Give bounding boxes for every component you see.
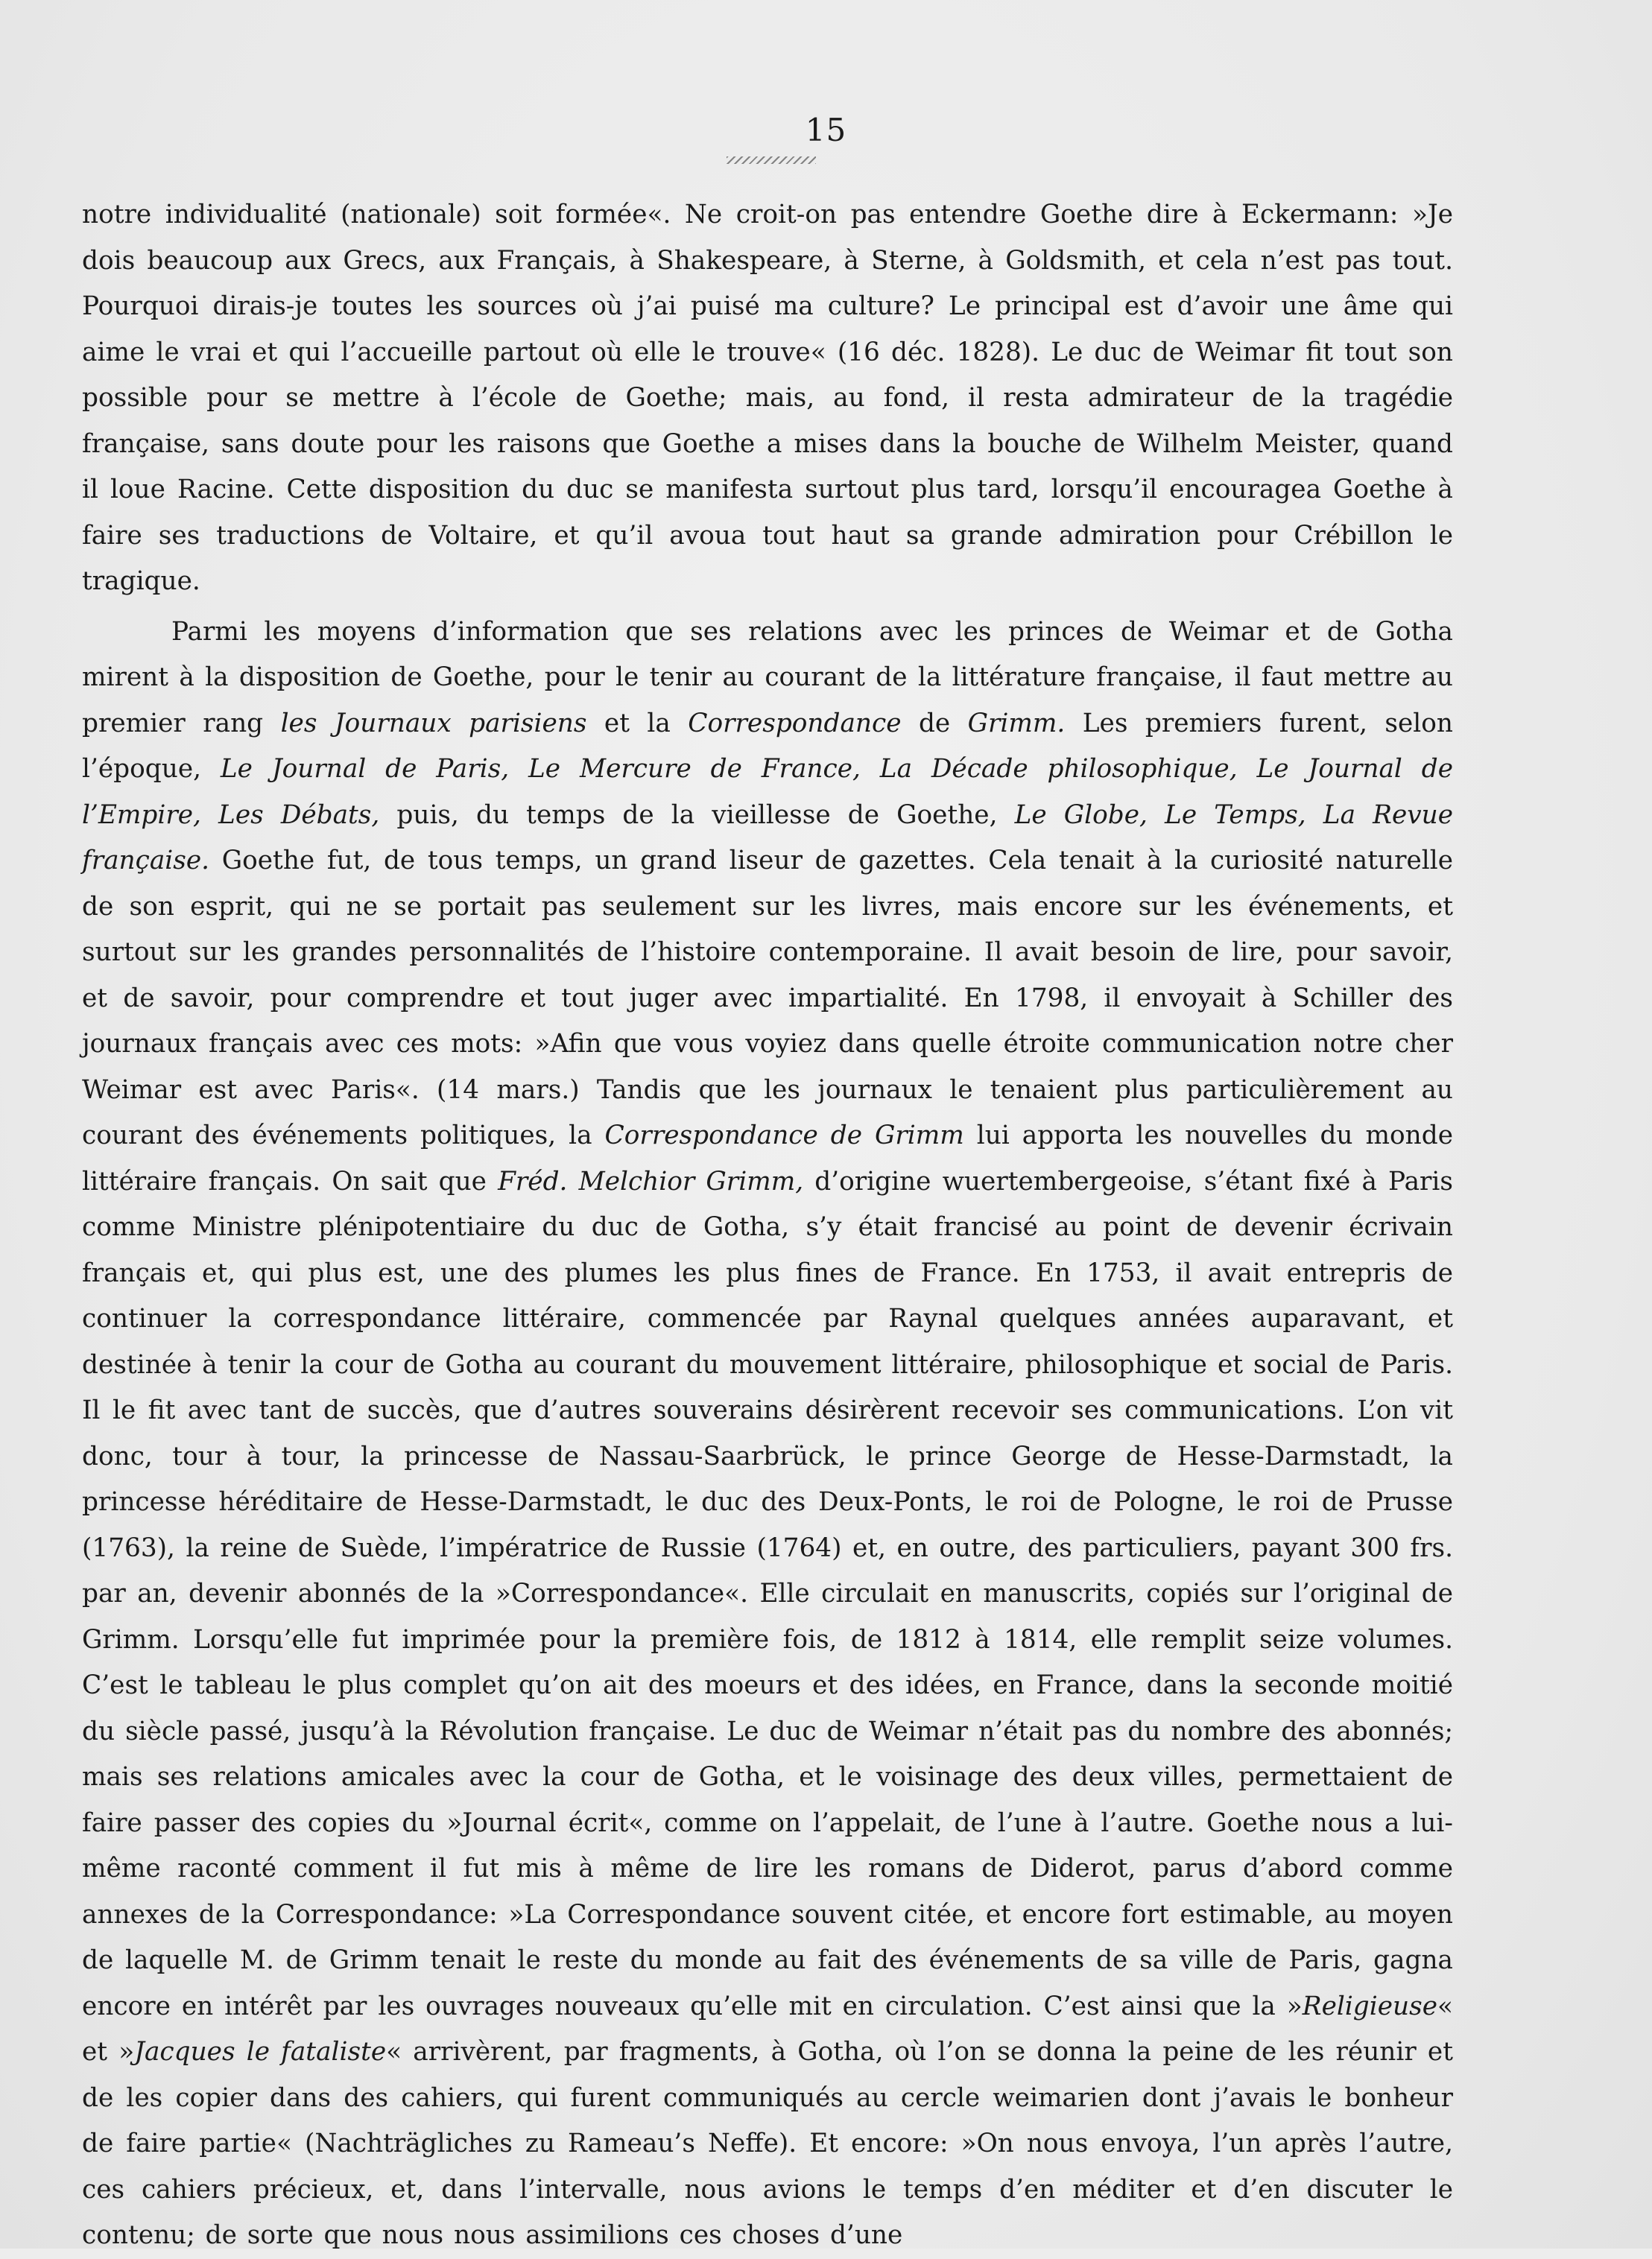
body-text: [82, 192, 1453, 2259]
paragraph-2-run: et la: [586, 708, 689, 738]
italic-run: les Journaux parisiens: [280, 708, 587, 738]
italic-run: Grimm.: [967, 708, 1066, 738]
paragraph-1-run: notre individualité (nationale) soit formée«. Ne croit-on pas entendre Goethe dire à Eckermann: »Je dois beaucoup aux Grecs, aux Français, à Shakespeare, à Sterne, à Goldsmith, et cela n’est pas tout. Pourquoi dirais-je toutes les sources où j’ai puisé ma culture? Le principal est d’avoir une âme qui aime le vrai et qui l’accueille partout où elle le trouve« (16 déc. 1828). Le duc de Weimar fit tout son possible pour se mettre à l’école de Goethe; mais, au fond, il resta admirateur de la tragédie française, sans doute pour les raisons que Goethe a mises dans la bouche de Wilhelm Meister, quand il loue Racine. Cette disposition du duc se manifesta surtout plus tard, lorsqu’il encouragea Goethe à faire ses traductions de Voltaire, et qu’il avoua tout haut sa grande admiration pour Crébillon le tragique.: [82, 200, 1453, 596]
paragraph-2-run: de: [901, 708, 968, 738]
paragraph-2-run: « arrivèrent, par fragments, à Gotha, où l’on se donna la peine de les réunir et de les copier dans des cahiers, qui furent communiqués au cercle weimarien dont j’avais le bonheur de faire partie« (Nachträgliches zu Rameau’s Neffe). Et encore: »On nous envoya, l’un après l’autre, ces cahiers précieux, et, dans l’intervalle, nous avions le temps d’en méditer et d’en discuter le contenu; de sorte que nous nous assimilions ces choses d’une: [82, 2037, 1453, 2250]
paragraph-1: [82, 192, 1453, 605]
paragraph-2-run: Les premiers furent, selon l’époque,: [82, 708, 1454, 784]
page-number: 15: [805, 112, 847, 148]
italic-run: Le Globe, Le Temps, La Revue française.: [82, 799, 1454, 875]
paragraph-2-run: puis, du temps de la vieillesse de Goethe,: [379, 799, 1015, 830]
paragraph-2-run: Goethe fut, de tous temps, un grand liseur de gazettes. Cela tenait à la curiosité naturelle de son esprit, qui ne se portait pas seulement sur les livres, mais encore sur les événements, et surtout sur les grandes personnalités de l’histoire contemporaine. Il avait besoin de lire, pour savoir, et de savoir, pour comprendre et tout juger avec impartialité. En 1798, il envoyait à Schiller des journaux français avec ces mots: »Afin que vous voyiez dans quelle étroite communication notre cher Weimar est avec Paris«. (14 mars.) Tandis que les journaux le tenaient plus particulièrement au courant des événements politiques, la: [82, 846, 1453, 1150]
paragraph-2-run: « et »: [82, 1991, 1453, 2067]
paragraph-2: [82, 609, 1453, 2259]
page-number-rule: [727, 156, 816, 164]
paragraph-2-run: Parmi les moyens d’information que ses relations avec les princes de Weimar et de Gotha mirent à la disposition de Goethe, pour le tenir au courant de la littérature française, il faut mettre au premier rang: [82, 616, 1453, 738]
italic-run: Correspondance: [688, 708, 902, 738]
italic-run: Jacques le fataliste: [134, 2037, 387, 2067]
paragraph-2-run: d’origine wuertembergeoise, s’étant fixé à Paris comme Ministre plénipotentiaire du duc de Gotha, s’y était francisé au point de devenir écrivain français et, qui plus est, une des plumes les plus fines de France. En 1753, il avait entrepris de continuer la correspondance littéraire, commencée par Raynal quelques années auparavant, et destinée à tenir la cour de Gotha au courant du mouvement littéraire, philosophique et social de Paris. Il le fit avec tant de succès, que d’autres souverains désirèrent recevoir ses communications. L’on vit donc, tour à tour, la princesse de Nassau-Saarbrück, le prince George de Hesse-Darmstadt, la princesse héréditaire de Hesse-Darmstadt, le duc des Deux-Ponts, le roi de Pologne, le roi de Prusse (1763), la reine de Suède, l’impératrice de Russie (1764) et, en outre, des particuliers, payant 300 frs. par an, devenir abonnés de la »Correspondance«. Elle circulait en manuscrits, copiés sur l’original de Grimm. Lorsqu’elle fut imprimée pour la première fois, de 1812 à 1814, elle remplit seize volumes. C’est le tableau le plus complet qu’on ait des moeurs et des idées, en France, dans la seconde moitié du siècle passé, jusqu’à la Révolution française. Le duc de Weimar n’était pas du nombre des abonnés; mais ses relations amicales avec la cour de Gotha, et le voisinage des deux villes, permettaient de faire passer des copies du »Journal écrit«, comme on l’appelait, de l’une à l’autre. Goethe nous a lui-même raconté comment il fut mis à même de lire les romans de Diderot, parus d’abord comme annexes de la Correspondance: »La Correspondance souvent citée, et encore fort estimable, au moyen de laquelle M. de Grimm tenait le reste du monde au fait des événements de sa ville de Paris, gagna encore en intérêt par les ouvrages nouveaux qu’elle mit en circulation. C’est ainsi que la »: [82, 1166, 1453, 2021]
italic-run: Fréd. Melchior Grimm,: [498, 1166, 804, 1197]
italic-run: Correspondance de Grimm: [604, 1121, 964, 1150]
italic-run: Le Journal de Paris, Le Mercure de France, La Décade philosophique, Le Journal de l’Empire, Les Débats,: [82, 754, 1453, 830]
paragraph-2-run: lui apporta les nouvelles du monde littéraire français. On sait que: [82, 1121, 1453, 1197]
italic-run: Religieuse: [1302, 1991, 1438, 2021]
